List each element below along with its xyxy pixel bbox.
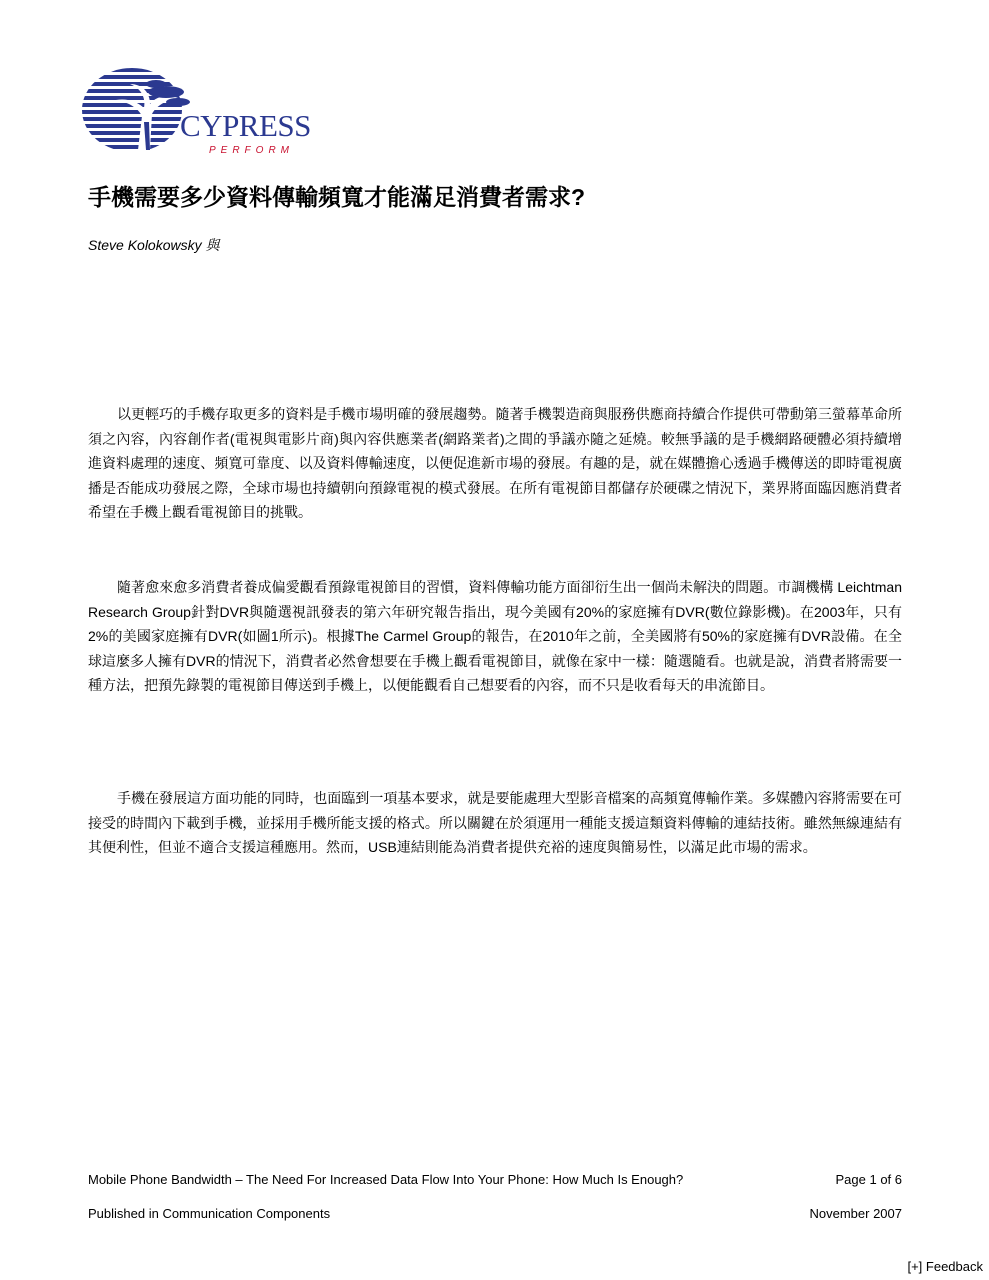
footer-publication: Published in Communication Components <box>88 1206 331 1221</box>
page-title: 手機需要多少資料傳輸頻寬才能滿足消費者需求? <box>88 184 586 210</box>
paragraph-1: 以更輕巧的手機存取更多的資料是手機市場明確的發展趨勢。隨著手機製造商與服務供應商持續合作提供可帶動第三螢幕革命所須之內容，內容創作者(電視與電影片商)與內容供應業者(網路業者)之間的爭議亦隨之延燒。較無爭議的是手機網路硬體必須持續增進資料處理的速度、頻寬可靠度、以及資料傳輸速度，以便促進新市場的發展。有趣的是，就在媒體擔心透過手機傳送的即時電視廣播是否能成功發展之際，全球市場也持續朝向預錄電視的模式發展。在所有電視節目都儲存於硬碟之情況下，業界將面臨因應消費者希望在手機上觀看電視節目的挑戰。 <box>88 406 902 520</box>
footer-date: November 2007 <box>809 1206 902 1221</box>
logo-tagline: PERFORM <box>209 145 294 156</box>
cypress-logo <box>80 62 320 162</box>
feedback-link[interactable]: [+] Feedback <box>907 1259 983 1274</box>
author-byline: Steve Kolokowsky 與 <box>88 237 220 253</box>
footer-row-title <box>88 1171 902 1189</box>
cypress-tree-globe-icon <box>80 62 190 162</box>
paragraph-2: 隨著愈來愈多消費者養成偏愛觀看預錄電視節目的習慣，資料傳輸功能方面卻衍生出一個尚未解決的問題。市調機構 Leichtman Research Group針對DVR與隨選視訊發表的第六年研究報告指出，現今美國有20%的家庭擁有DVR(數位錄影機)。在2003年，只有2%的美國家庭擁有DVR(如圖1所示)。根據The Carmel Group的報告，在2010年之前，全美國將有50%的家庭擁有DVR設備。在全球這麼多人擁有DVR的情況下，消費者必然會想要在手機上觀看電視節目，就像在家中一樣：隨選隨看。也就是說，消費者將需要一種方法，把預先錄製的電視節目傳送到手機上，以便能觀看自己想要看的內容，而不只是收看每天的串流節目。 <box>88 579 902 693</box>
paragraph-3: 手機在發展這方面功能的同時，也面臨到一項基本要求，就是要能處理大型影音檔案的高頻寬傳輸作業。多媒體內容將需要在可接受的時間內下載到手機，並採用手機所能支援的格式。所以關鍵在於須運用一種能支援這類資料傳輸的連結技術。雖然無線連結有其便利性，但並不適合支援這種應用。然而，USB連結則能為消費者提供充裕的速度與簡易性，以滿足此市場的需求。 <box>88 790 902 855</box>
footer-doc-title: Mobile Phone Bandwidth – The Need For Increased Data Flow Into Your Phone: How Much Is Enough? <box>88 1172 684 1187</box>
footer-row-publication <box>88 1205 902 1223</box>
logo-wordmark: CYPRESS <box>180 108 311 143</box>
footer-page-number: Page 1 of 6 <box>835 1172 902 1187</box>
